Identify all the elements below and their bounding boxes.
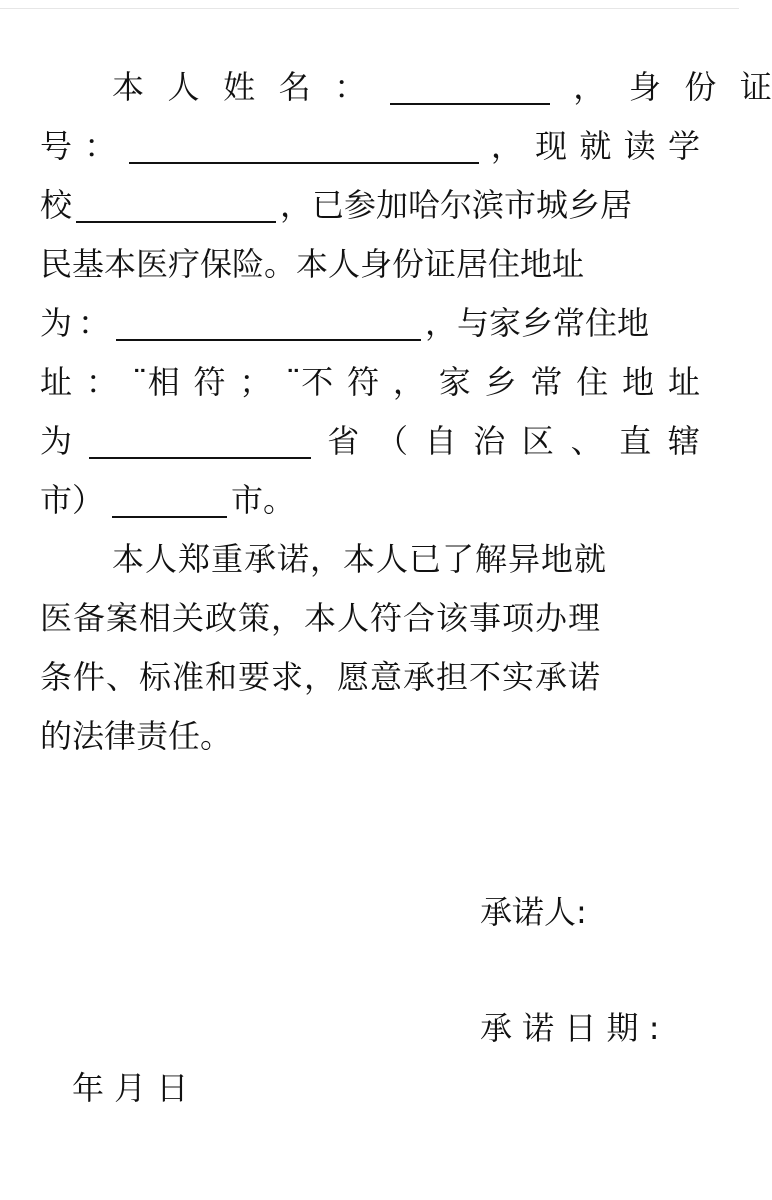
text-char: 治: [473, 422, 506, 460]
text-char: ：: [78, 304, 111, 342]
match-option[interactable]: ¨相: [131, 363, 180, 401]
id-number-blank[interactable]: [129, 128, 479, 164]
text-char: 为: [40, 304, 73, 342]
text-char: 市）: [40, 481, 105, 519]
line-id-number: [40, 124, 700, 168]
line-id-address: [40, 301, 700, 345]
line-commitment-3: [40, 655, 700, 699]
text-char: ：: [85, 363, 118, 401]
text-char: ，: [573, 68, 606, 106]
line-name: [40, 65, 772, 109]
text-char: 符: [193, 363, 226, 401]
text-char: 学: [667, 127, 700, 165]
text-char: 就: [579, 127, 612, 165]
text-char: 本: [112, 68, 145, 106]
text-char: 现: [535, 127, 568, 165]
line-text: ，已参加哈尔滨市城乡居: [280, 186, 633, 224]
name-blank[interactable]: [390, 69, 550, 105]
line-text: 的法律责任。: [40, 717, 233, 755]
text-char: 校: [40, 186, 73, 224]
line-commitment-4: [40, 714, 700, 758]
province-blank[interactable]: [89, 423, 311, 459]
line-commitment-2: [40, 596, 700, 640]
line-address-match: [40, 360, 700, 404]
text-char: 份: [684, 68, 717, 106]
text-char: ；: [239, 363, 272, 401]
text-char: ，: [392, 363, 425, 401]
line-insurance: [40, 242, 700, 286]
text-char: 直: [619, 422, 652, 460]
text-char: 址: [40, 363, 73, 401]
text-char: 住: [576, 363, 609, 401]
text-char: 证: [739, 68, 772, 106]
text-char: 地: [622, 363, 655, 401]
text-char: ：: [84, 127, 117, 165]
text-char: 址: [667, 363, 700, 401]
text-char: 、: [570, 422, 603, 460]
line-text: 本人郑重承诺，本人已了解异地就: [112, 540, 608, 578]
text-char: 身: [628, 68, 661, 106]
line-text: 医备案相关政策，本人符合该事项办理: [40, 599, 602, 637]
top-divider: [0, 8, 739, 9]
text-char: ：: [334, 68, 367, 106]
line-commitment-1: [112, 537, 700, 581]
text-char: 市。: [231, 481, 296, 519]
text-char: 为: [40, 422, 73, 460]
line-city: [40, 478, 700, 522]
id-address-blank[interactable]: [116, 305, 421, 341]
text-char: 家: [438, 363, 471, 401]
text-char: 符: [347, 363, 380, 401]
text-char: 人: [167, 68, 200, 106]
text-char: 乡: [484, 363, 517, 401]
text-char: （: [375, 422, 408, 460]
line-text: ，与家乡常住地: [425, 304, 650, 342]
year-month-day: 年 月 日: [72, 1069, 189, 1107]
commitment-date-label: 承 诺 日 期 :: [480, 1009, 660, 1047]
city-blank[interactable]: [112, 482, 227, 518]
mismatch-option[interactable]: ¨不: [285, 363, 334, 401]
signer-label: 承诺人:: [480, 893, 587, 931]
line-text: 民基本医疗保险。本人身份证居住地址: [40, 245, 585, 283]
text-char: 省: [327, 422, 360, 460]
text-char: 自: [424, 422, 457, 460]
text-char: ，: [490, 127, 523, 165]
text-char: 区: [521, 422, 554, 460]
text-char: 辖: [667, 422, 700, 460]
line-province: [40, 419, 700, 463]
text-char: 号: [40, 127, 73, 165]
text-char: 读: [623, 127, 656, 165]
school-blank[interactable]: [76, 187, 276, 223]
line-school: [40, 183, 700, 227]
text-char: 名: [278, 68, 311, 106]
text-char: 姓: [223, 68, 256, 106]
text-char: 常: [530, 363, 563, 401]
line-text: 条件、标准和要求，愿意承担不实承诺: [40, 658, 602, 696]
